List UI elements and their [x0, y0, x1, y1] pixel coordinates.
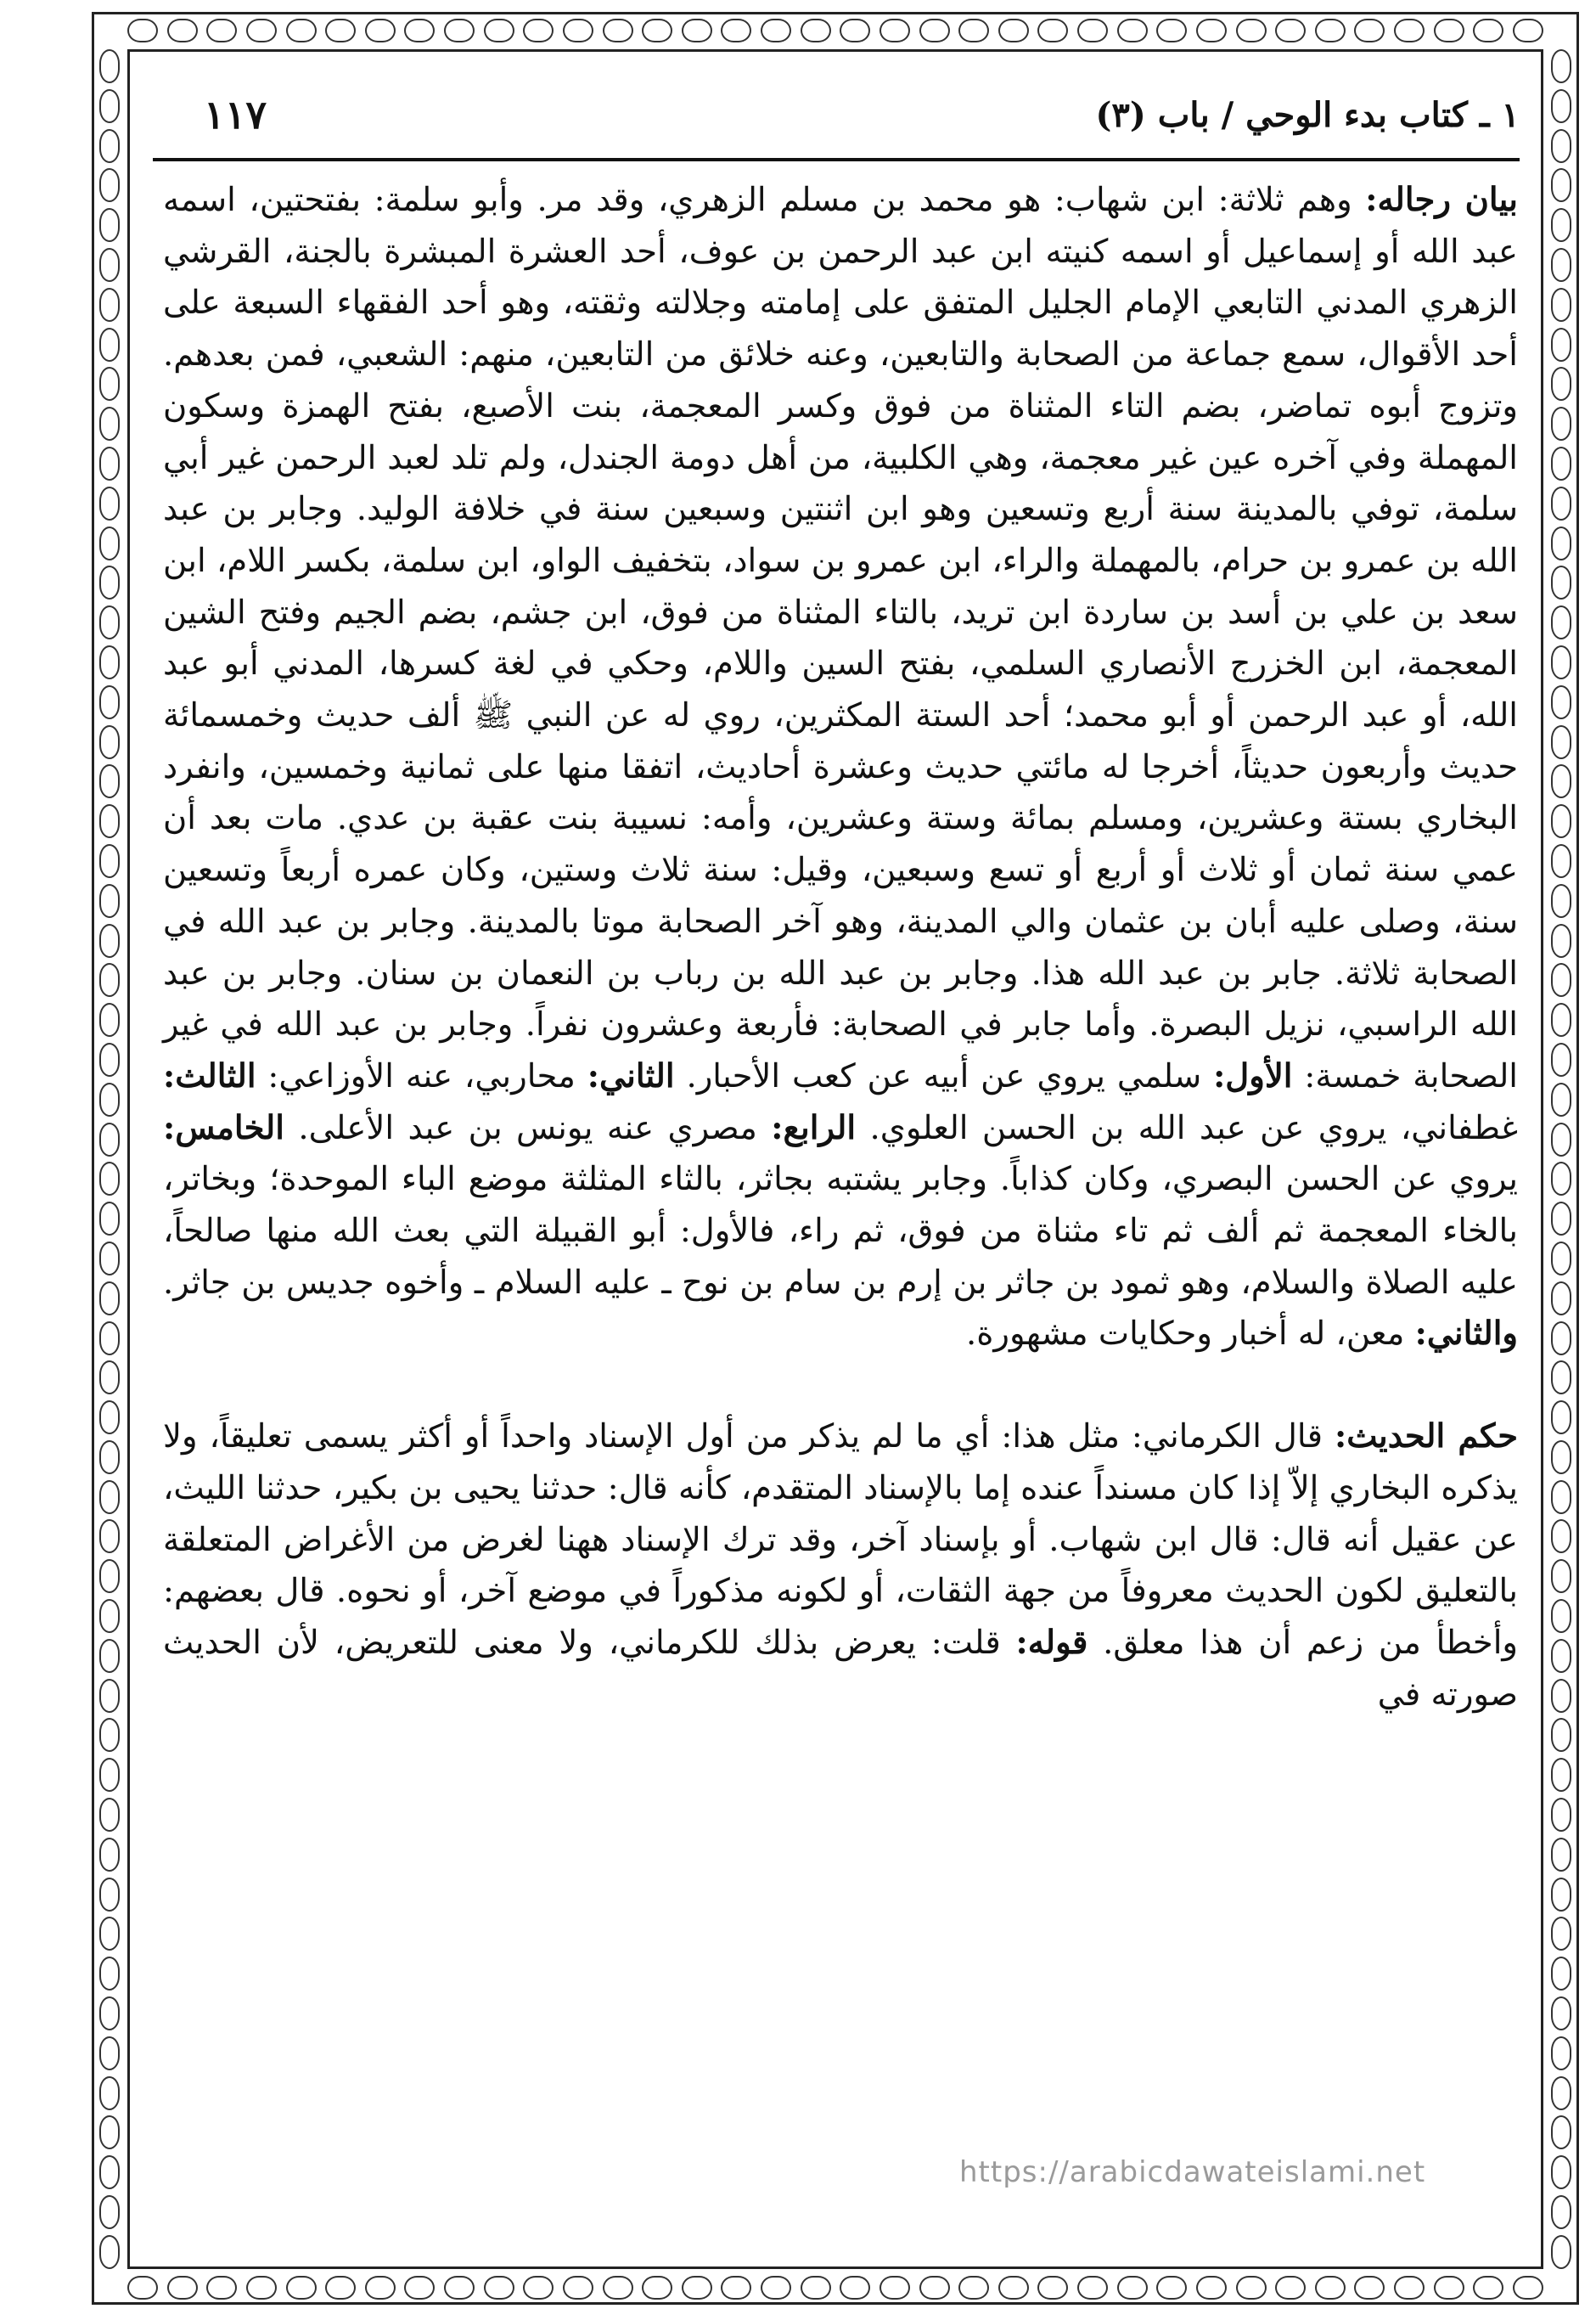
ornament-link — [99, 1599, 120, 1633]
ornament-link — [99, 328, 120, 362]
ornament-link — [1551, 804, 1571, 838]
ornament-link — [246, 19, 277, 42]
ornament-link — [99, 645, 120, 679]
header-rule — [153, 158, 1520, 161]
ornament-link — [879, 19, 910, 42]
ornament-link — [1551, 407, 1571, 441]
left-ornament-band — [92, 49, 127, 2269]
ornament-link — [1551, 2195, 1571, 2229]
ornament-link — [1551, 1559, 1571, 1593]
keyword-qawluhu: قوله: — [1015, 1623, 1088, 1662]
ornament-link — [99, 1798, 120, 1832]
ornament-link — [1513, 19, 1543, 42]
ornament-link — [1551, 1917, 1571, 1951]
paragraph-text: قال الكرماني: مثل هذا: أي ما لم يذكر من أول الإسناد واحداً أو أكثر يسمى تعليقاً، ولا يذكره البخاري إلاّ إذا كان مسنداً عنده إما بالإسناد المتقدم، كأنه قال: حدثنا يحيى بن بكير، حدثنا الليث، عن عقيل أنه قال: قال ابن شهاب. أو بإسناد آخر، وقد ترك الإسناد ههنا لغرض من الأغراض المتعلقة بالتعليق لكون الحديث معروفاً من جهة الثقات، أو لكونه مذكوراً في موضع آخر، أو نحوه. قال بعضهم: وأخطأ من زعم أن هذا معلق. — [163, 1417, 1518, 1662]
ornament-link — [1551, 248, 1571, 282]
ornament-link — [1551, 2076, 1571, 2110]
ornament-link — [99, 1440, 120, 1474]
ornament-link — [998, 2276, 1029, 2300]
ornament-link — [99, 1360, 120, 1394]
ornament-link — [99, 1321, 120, 1355]
ornament-link — [682, 2276, 712, 2300]
ornament-link — [99, 1917, 120, 1951]
ornament-link — [1551, 605, 1571, 639]
keyword-and-second: والثاني: — [1414, 1315, 1518, 1354]
ornament-link — [761, 2276, 791, 2300]
ornament-link — [1551, 963, 1571, 997]
ornament-link — [1551, 1639, 1571, 1673]
ornament-link — [325, 19, 356, 42]
ornament-link — [840, 2276, 870, 2300]
ornament-link — [99, 725, 120, 759]
ornament-link — [99, 2155, 120, 2189]
ornament-link — [1551, 328, 1571, 362]
ornament-link — [167, 2276, 198, 2300]
ornament-link — [1117, 2276, 1148, 2300]
ornament-link — [1551, 884, 1571, 918]
ornament-link — [286, 19, 317, 42]
ornament-link — [365, 19, 396, 42]
ornament-link — [1434, 19, 1464, 42]
ornament-link — [1551, 1281, 1571, 1315]
ornament-link — [99, 49, 120, 83]
ornament-link — [1551, 1798, 1571, 1832]
ornament-link — [325, 2276, 356, 2300]
ornament-link — [99, 2195, 120, 2229]
ornament-link — [99, 804, 120, 838]
ruling-paragraph — [163, 1411, 1518, 1720]
ornament-link — [286, 2276, 317, 2300]
ornament-link — [99, 447, 120, 481]
bottom-ornament-band — [127, 2269, 1543, 2306]
ornament-link — [1551, 844, 1571, 878]
section-heading-narrators: بيان رجاله: — [1365, 181, 1518, 219]
ornament-link — [919, 19, 950, 42]
ornament-link — [99, 2036, 120, 2070]
ornament-link — [99, 1123, 120, 1157]
ornament-link — [563, 19, 593, 42]
ornament-link — [99, 407, 120, 441]
top-ornament-band — [127, 12, 1543, 49]
ornament-link — [99, 685, 120, 719]
ornament-link — [99, 1878, 120, 1912]
ornament-link — [1037, 2276, 1068, 2300]
ornament-link — [721, 2276, 751, 2300]
ornament-link — [1551, 1480, 1571, 1514]
ornament-link — [404, 2276, 435, 2300]
ornament-link — [998, 19, 1029, 42]
ornament-link — [99, 605, 120, 639]
ornament-link — [1551, 1003, 1571, 1037]
ornament-link — [1117, 19, 1148, 42]
ornament-link — [642, 19, 672, 42]
ornament-link — [1551, 1957, 1571, 1991]
ornament-link — [99, 1003, 120, 1037]
ornament-link — [1551, 1360, 1571, 1394]
ornament-link — [99, 487, 120, 521]
ornament-link — [99, 2076, 120, 2110]
ornament-link — [603, 19, 633, 42]
ornament-link — [603, 2276, 633, 2300]
ornament-link — [682, 19, 712, 42]
ornament-link — [1551, 1718, 1571, 1752]
keyword-second: الثاني: — [587, 1056, 675, 1095]
ornament-link — [1551, 2036, 1571, 2070]
ornament-link — [1275, 2276, 1306, 2300]
paragraph-text: سلمي يروي عن أبيه عن كعب الأحبار. — [674, 1056, 1214, 1095]
ornament-link — [1394, 19, 1425, 42]
page-number: ١١٧ — [204, 92, 267, 138]
ornament-link — [1551, 1400, 1571, 1434]
ornament-link — [99, 1162, 120, 1196]
ornament-link — [99, 89, 120, 123]
ornament-link — [1551, 764, 1571, 798]
ornament-link — [99, 924, 120, 958]
ornament-link — [99, 1281, 120, 1315]
keyword-first: الأول: — [1213, 1056, 1293, 1095]
paragraph-text: وهم ثلاثة: ابن شهاب: هو محمد بن مسلم الزهري، وقد مر. وأبو سلمة: بفتحتين، اسمه عبد الله أو إسماعيل أو اسمه كنيته ابن عبد الرحمن بن عوف، أحد العشرة المبشرة بالجنة، القرشي الزهري المدني التابعي الإمام الجليل المتفق على إمامته وجلالته وثقته، وهو أحد الفقهاء السبعة على أحد الأقوال، سمع جماعة من الصحابة والتابعين، وعنه خلائق من التابعين، منهم: الشعبي، فمن بعدهم. وتزوج أبوه تماضر، بضم التاء المثناة من فوق وكسر المعجمة، بنت الأصبع، بفتح الهمزة وسكون المهملة وفي آخره عين غير معجمة، وهي الكلبية، من أهل دومة الجندل، ولم تلد لعبد الرحمن غير أبي سلمة، توفي بالمدينة سنة أربع وتسعين وهو ابن اثنتين وسبعين سنة في خلافة الوليد. وجابر بن عبد الله بن عمرو بن حرام، بالمهملة والراء، ابن عمرو بن سواد، بتخفيف الواو، ابن سلمة، بكسر اللام، ابن سعد بن علي بن أسد بن ساردة ابن تريد، بالتاء المثناة من فوق، ابن جشم، بضم الجيم وفتح الشين المعجمة، ابن الخزرج الأنصاري السلمي، بفتح السين واللام، وحكي في لغة كسرها، المدني أبو عبد الله، أو عبد الرحمن أو أبو محمد؛ أحد الستة المكثرين، روي له عن النبي ﷺ ألف حديث وخمسمائة حديث وأربعون حديثاً، أخرجا له مائتي حديث وعشرة أحاديث، اتفقا منها على ثمانية وخمسين، وانفرد البخاري بستة وعشرين، ومسلم بمائة وستة وعشرين، وأمه: نسيبة بنت عقبة بن عدي. مات بعد أن عمي سنة ثمان أو ثلاث أو أربع أو تسع وسبعين، وقيل: سنة ثلاث وستين، وكان عمره أربعاً وتسعين سنة، وصلى عليه أبان بن عثمان والي المدينة، وهو آخر الصحابة موتا بالمدينة. وجابر بن عبد الله في الصحابة ثلاثة. جابر بن عبد الله هذا. وجابر بن عبد الله بن رباب بن النعمان بن سنان. وجابر بن عبد الله الراسبي، نزيل البصرة. وأما جابر في الصحابة: فأربعة وعشرون نفراً. وجابر بن عبد الله في غير الصحابة خمسة: — [163, 181, 1519, 1095]
chapter-title: ١ ـ كتاب بدء الوحي / باب (٣) — [1095, 95, 1520, 135]
ornament-link — [365, 2276, 396, 2300]
page-body — [163, 175, 1518, 1720]
ornament-link — [1551, 1838, 1571, 1872]
ornament-link — [99, 1480, 120, 1514]
ornament-link — [1196, 2276, 1227, 2300]
ornament-link — [1551, 367, 1571, 401]
ornament-link — [99, 1559, 120, 1593]
ornament-link — [958, 2276, 989, 2300]
paragraph-text: قلت: يعرض بذلك للكرماني، ولا معنى للتعريض، لأن الحديث صورته في — [163, 1623, 1518, 1714]
ornament-link — [879, 2276, 910, 2300]
ornament-link — [99, 2235, 120, 2269]
ornament-link — [523, 2276, 554, 2300]
ornament-link — [99, 1639, 120, 1673]
ornament-link — [1551, 1123, 1571, 1157]
ornament-link — [1551, 2115, 1571, 2149]
ornament-link — [99, 168, 120, 202]
ornament-link — [1551, 1440, 1571, 1474]
ornament-link — [958, 19, 989, 42]
watermark-url: https://arabicdawateislami.net — [959, 2155, 1426, 2189]
ornament-link — [801, 2276, 831, 2300]
keyword-fifth: الخامس: — [163, 1108, 284, 1147]
ornament-link — [1037, 19, 1068, 42]
ornament-link — [99, 1083, 120, 1117]
ornament-link — [523, 19, 554, 42]
ornament-link — [1551, 1599, 1571, 1633]
ornament-link — [1551, 566, 1571, 600]
ornament-link — [99, 2115, 120, 2149]
ornament-link — [1551, 1878, 1571, 1912]
ornament-link — [99, 963, 120, 997]
ornament-link — [1551, 208, 1571, 242]
ornament-link — [721, 19, 751, 42]
ornament-link — [563, 2276, 593, 2300]
ornament-link — [1551, 129, 1571, 163]
ornament-link — [1551, 2235, 1571, 2269]
keyword-fourth: الرابع: — [771, 1108, 857, 1147]
ornament-link — [99, 884, 120, 918]
ornament-link — [1315, 19, 1346, 42]
ornament-link — [1315, 2276, 1346, 2300]
ornament-link — [99, 1202, 120, 1236]
ornament-link — [1275, 19, 1306, 42]
ornament-link — [1551, 1519, 1571, 1553]
ornament-link — [761, 19, 791, 42]
ornament-link — [246, 2276, 277, 2300]
ornament-link — [167, 19, 198, 42]
ornament-link — [1551, 447, 1571, 481]
right-ornament-band — [1543, 49, 1579, 2269]
ornament-link — [1473, 2276, 1503, 2300]
ornament-link — [1434, 2276, 1464, 2300]
ornament-link — [1551, 2155, 1571, 2189]
ornament-link — [1551, 645, 1571, 679]
ornament-link — [99, 1957, 120, 1991]
ornament-link — [1551, 1679, 1571, 1713]
ornament-link — [99, 1519, 120, 1553]
ornament-link — [919, 2276, 950, 2300]
ornament-link — [1551, 1758, 1571, 1792]
ornament-link — [1551, 685, 1571, 719]
ornament-link — [1551, 1321, 1571, 1355]
narrators-paragraph — [163, 175, 1518, 1360]
ornament-link — [99, 208, 120, 242]
ornament-link — [1551, 1242, 1571, 1275]
ornament-link — [840, 19, 870, 42]
ornament-link — [1394, 2276, 1425, 2300]
ornament-link — [99, 288, 120, 322]
ornament-link — [1077, 19, 1108, 42]
ornament-link — [99, 1996, 120, 2030]
ornament-link — [1196, 19, 1227, 42]
ornament-link — [1551, 1202, 1571, 1236]
ornament-link — [99, 1718, 120, 1752]
ornament-link — [127, 19, 158, 42]
ornament-link — [1354, 2276, 1385, 2300]
ornament-link — [1551, 924, 1571, 958]
keyword-third: الثالث: — [163, 1056, 256, 1095]
ornament-link — [99, 527, 120, 560]
ornament-link — [444, 19, 475, 42]
ornament-link — [1551, 527, 1571, 560]
ornament-link — [99, 1242, 120, 1275]
ornament-link — [404, 19, 435, 42]
ornament-link — [99, 764, 120, 798]
ornament-link — [1513, 2276, 1543, 2300]
ornament-link — [1551, 1083, 1571, 1117]
ornament-link — [1156, 2276, 1187, 2300]
ornament-link — [642, 2276, 672, 2300]
ornament-link — [1077, 2276, 1108, 2300]
running-header — [153, 92, 1520, 146]
ornament-link — [1551, 288, 1571, 322]
section-heading-ruling: حكم الحديث: — [1334, 1417, 1519, 1456]
ornament-link — [801, 19, 831, 42]
ornament-link — [484, 2276, 514, 2300]
ornament-link — [99, 1679, 120, 1713]
ornament-link — [1551, 168, 1571, 202]
ornament-link — [99, 1043, 120, 1077]
ornament-link — [1551, 89, 1571, 123]
paragraph-text: محاربي، عنه الأوزاعي: — [256, 1056, 587, 1095]
ornament-link — [99, 1758, 120, 1792]
paragraph-text: مصري عنه يونس بن عبد الأعلى. — [284, 1108, 772, 1147]
ornament-link — [206, 19, 237, 42]
ornament-link — [99, 1838, 120, 1872]
paragraph-text: غطفاني، يروي عن عبد الله بن الحسن العلوي. — [856, 1108, 1518, 1147]
ornament-link — [1236, 19, 1267, 42]
ornament-link — [1473, 19, 1503, 42]
ornament-link — [1551, 1162, 1571, 1196]
ornament-link — [1551, 49, 1571, 83]
ornament-link — [1236, 2276, 1267, 2300]
ornament-link — [1156, 19, 1187, 42]
ornament-link — [99, 566, 120, 600]
ornament-link — [444, 2276, 475, 2300]
ornament-link — [1551, 725, 1571, 759]
ornament-link — [99, 367, 120, 401]
ornament-link — [99, 248, 120, 282]
ornament-link — [99, 1400, 120, 1434]
ornament-link — [127, 2276, 158, 2300]
ornament-link — [484, 19, 514, 42]
ornament-link — [1551, 1996, 1571, 2030]
paragraph-text: يروي عن الحسن البصري، وكان كذاباً. وجابر يشتبه بجاثر، بالثاء المثلثة موضع الباء الموحدة؛ وبخاتر، بالخاء المعجمة ثم ألف ثم تاء مثناة من فوق، ثم راء، فالأول: أبو القبيلة التي بعث الله منها صالحاً، عليه الصلاة والسلام، وهو ثمود بن جاثر بن إرم بن سام بن نوح ـ عليه السلام ـ وأخوه جديس بن جاثر. — [163, 1160, 1518, 1302]
ornament-link — [206, 2276, 237, 2300]
ornament-link — [99, 844, 120, 878]
ornament-link — [1354, 19, 1385, 42]
ornament-link — [1551, 487, 1571, 521]
ornament-link — [99, 129, 120, 163]
ornament-link — [1551, 1043, 1571, 1077]
paragraph-text: معن، له أخبار وحكايات مشهورة. — [966, 1315, 1415, 1354]
